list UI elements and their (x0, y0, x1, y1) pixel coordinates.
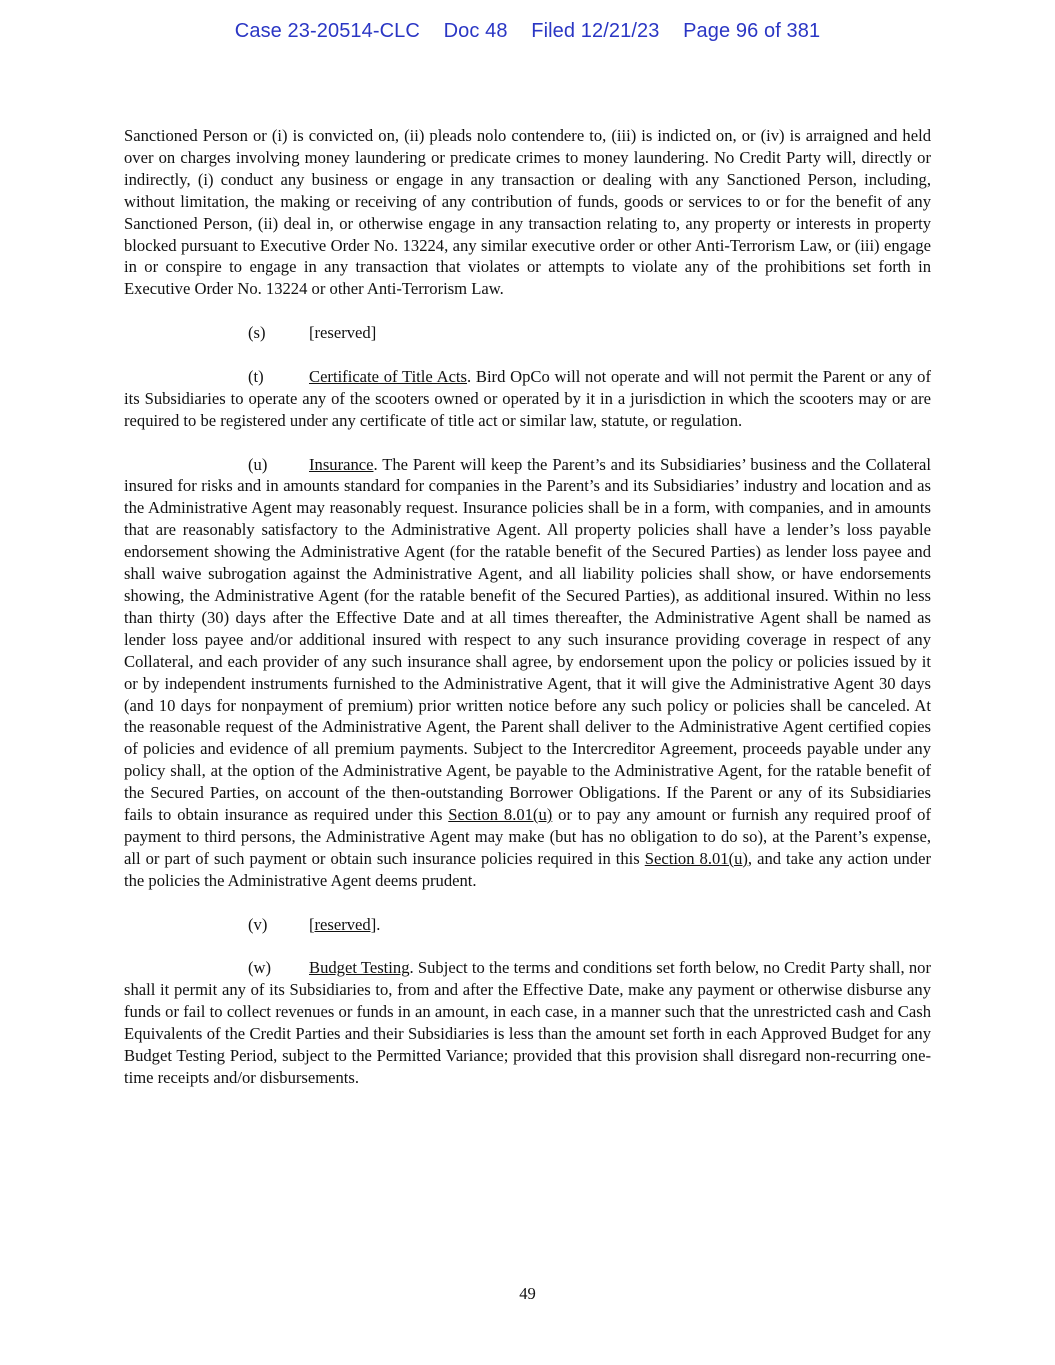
paragraph-r-continued: Sanctioned Person or (i) is convicted on, (ii) pleads nolo contendere to, (iii) is indicted on, or (iv) is arraigned and held over on charges involving money laundering or predicate crimes to money laundering. No Credit Party will, directly or indirectly, (i) conduct any business or engage in any transaction or dealing with any Sanctioned Person, including, without limitation, the making or receiving of any contribution of funds, goods or services to or for the benefit of any Sanctioned Person, (ii) deal in, or otherwise engage in any transaction relating to, any property or interests in property blocked pursuant to Executive Order No. 13224, any similar executive order or other Anti-Terrorism Law, or (iii) engage in or conspire to engage in any transaction that violates or attempts to violate any of the prohibitions set forth in Executive Order No. 13224 or other Anti-Terrorism Law. (124, 126, 931, 299)
clause-text: or to pay any amount or furnish any required proof of payment to third persons, the Administrative Agent may make (but has no obligation to do so), at the Parent’s expense, all or part of such payment or obtain such insurance policies required in this (124, 805, 931, 868)
clause-label: (w) (248, 958, 272, 978)
clause-text: [reserved] (309, 914, 377, 934)
clause-text: [reserved] (309, 323, 377, 343)
paragraph-u (124, 454, 931, 892)
clause-label: (v) (248, 914, 268, 934)
doc-number: Doc 48 (443, 20, 508, 42)
clause-label: (s) (248, 323, 266, 343)
clause-label: (u) (248, 454, 268, 474)
clause-punctuation: . (376, 914, 381, 934)
clause-heading: Budget Testing (309, 958, 410, 978)
section-reference: Section 8.01(u) (644, 848, 748, 868)
paragraph-w (124, 957, 931, 1088)
page-number: 49 (519, 1284, 536, 1303)
court-filing-stamp (0, 20, 1055, 43)
paragraph-v (124, 914, 931, 936)
clause-label: (t) (248, 366, 264, 386)
clause-heading: Insurance (309, 454, 374, 474)
clause-heading: Certificate of Title Acts (309, 366, 467, 386)
clause-text: . Bird OpCo will not operate and will not permit the Parent or any of its Subsidiaries to operate any of the scooters owned or operated by it in a jurisdiction in which the scooters may or are required to be registered under any certificate of title act or similar law, statute, or regulation. (124, 366, 931, 430)
clause-text: . Subject to the terms and conditions set forth below, no Credit Party shall, nor shall it permit any of its Subsidiaries to, from and after the Effective Date, make any payment or otherwise disburse any funds or fail to collect revenues or funds in an amount, in each case, in a manner such that the unrestricted cash and Cash Equivalents of the Credit Parties and their Subsidiaries is less than the amount set forth in each Approved Budget for any Budget Testing Period, subject to the Permitted Variance; provided that this provision shall disregard non-recurring one-time receipts and/or disbursements. (124, 958, 931, 1087)
page-count: Page 96 of 381 (683, 20, 821, 42)
section-reference: Section 8.01(u) (448, 805, 553, 825)
filed-date: Filed 12/21/23 (531, 20, 660, 42)
clause-text: . The Parent will keep the Parent’s and its Subsidiaries’ business and the Collateral insured for risks and in amounts standard for companies in the Parent’s and its Subsidiaries’ industry and location and as the Administrative Agent may reasonably request. Insurance policies shall be in a form, with companies, and in amounts that are reasonably satisfactory to the Administrative Agent. All property policies shall have a lender’s loss payable endorsement showing the Administrative Agent (for the ratable benefit of the Secured Parties) as lender loss payee and shall waive subrogation against the Administrative Agent, and all liability policies shall show, or have endorsements showing, the Administrative Agent (for the ratable benefit of the Secured Parties), as additional insured. Within no less than thirty (30) days after the Effective Date and at all times thereafter, the Administrative Agent shall be named as lender loss payee and/or additional insured with respect to any such insurance providing coverage in respect of any Collateral, and each provider of any such insurance shall agree, by endorsement upon the policy or policies issued by it or by independent instruments furnished to the Administrative Agent, that it will give the Administrative Agent 30 days (and 10 days for nonpayment of premium) prior written notice before any such policy or policies shall be canceled. At the reasonable request of the Administrative Agent, the Parent shall deliver to the Administrative Agent certified copies of policies and evidence of all premium payments. Subject to the Intercreditor Agreement, proceeds payable under any policy shall, at the option of the Administrative Agent, be payable to the Administrative Agent, for the ratable benefit of the Secured Parties, on account of the then-outstanding Borrower Obligations. If the Parent or any of its Subsidiaries fails to obtain insurance as required under this (124, 454, 931, 825)
document-body (124, 125, 931, 1089)
paragraph-s (124, 322, 931, 344)
paragraph-t (124, 366, 931, 432)
case-number: Case 23-20514-CLC (234, 20, 420, 42)
clause-text: , and take any action under the policies the Administrative Agent deems prudent. (124, 848, 931, 890)
